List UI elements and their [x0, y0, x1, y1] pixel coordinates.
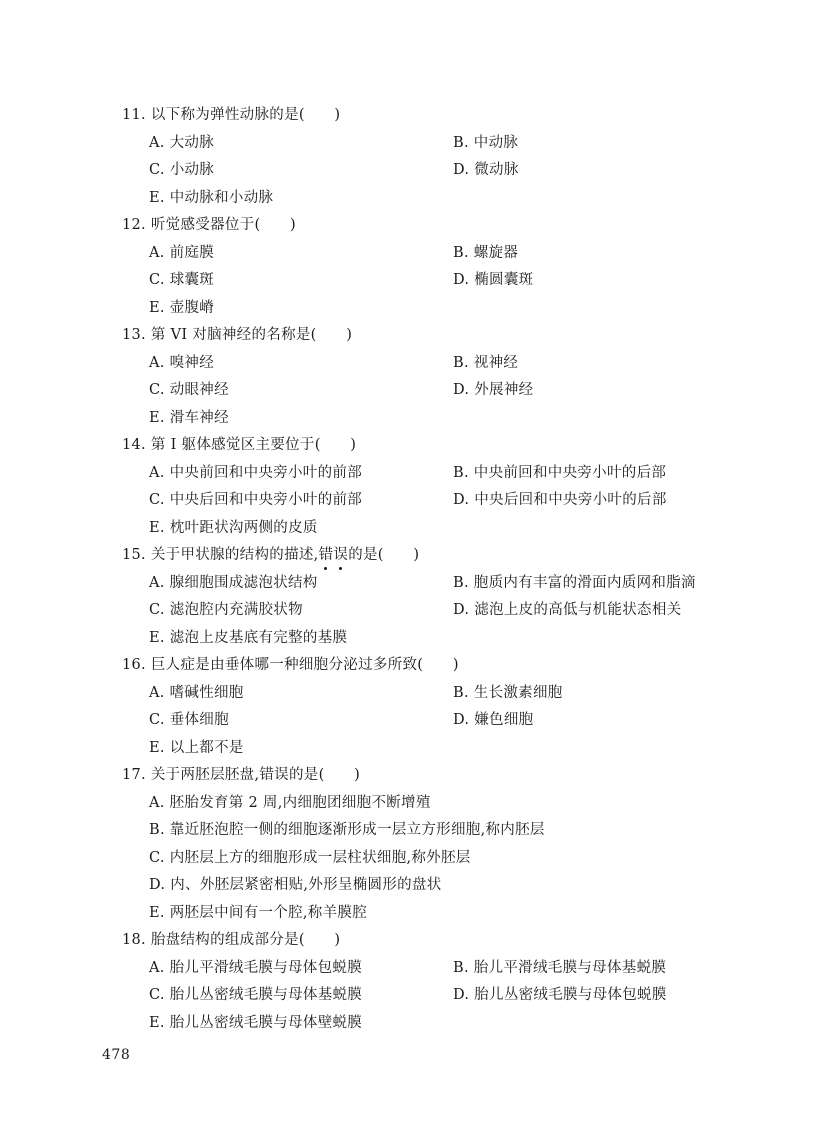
option-b: B. 中央前回和中央旁小叶的后部: [453, 465, 667, 481]
option-a: A. 腺细胞围成滤泡状结构: [149, 575, 318, 591]
option-d: D. 外展神经: [453, 382, 534, 398]
option-a: A. 嗅神经: [149, 355, 214, 371]
option-c: C. 胎儿丛密绒毛膜与母体基蜕膜: [149, 987, 363, 1003]
option-d: D. 胎儿丛密绒毛膜与母体包蜕膜: [453, 987, 667, 1003]
option-d: D. 内、外胚层紧密相贴,外形呈椭圆形的盘状: [149, 877, 442, 893]
option-e: E. 滑车神经: [149, 410, 229, 426]
emphasis-dot-char: 误: [333, 547, 349, 563]
option-a: A. 前庭膜: [149, 245, 214, 261]
option-b: B. 视神经: [453, 355, 519, 371]
option-d: D. 椭圆囊斑: [453, 272, 534, 288]
option-d: D. 嫌色细胞: [453, 712, 534, 728]
option-b: B. 胎儿平滑绒毛膜与母体基蜕膜: [453, 960, 667, 976]
page-number: 478: [102, 1047, 131, 1063]
option-b: B. 靠近胚泡腔一侧的细胞逐渐形成一层立方形细胞,称内胚层: [149, 822, 545, 838]
option-a: A. 胚胎发育第 2 周,内细胞团细胞不断增殖: [149, 795, 431, 811]
emphasis-dot-char: 错: [318, 547, 334, 563]
option-c: C. 动眼神经: [149, 382, 229, 398]
question-stem: 11. 以下称为弹性动脉的是( ): [122, 107, 341, 123]
option-b: B. 中动脉: [453, 135, 519, 151]
option-b: B. 胞质内有丰富的滑面内质网和脂滴: [453, 575, 696, 591]
option-e: E. 中动脉和小动脉: [149, 190, 274, 206]
question-stem-suffix: 的是( ): [348, 547, 420, 563]
option-a: A. 大动脉: [149, 135, 214, 151]
option-c: C. 小动脉: [149, 162, 215, 178]
question-stem: [122, 545, 419, 565]
option-b: B. 生长激素细胞: [453, 685, 563, 701]
option-e: E. 滤泡上皮基底有完整的基膜: [149, 630, 348, 646]
option-c: C. 球囊斑: [149, 272, 215, 288]
option-d: D. 中央后回和中央旁小叶的后部: [453, 492, 667, 508]
option-a: A. 胎儿平滑绒毛膜与母体包蜕膜: [149, 960, 362, 976]
option-d: D. 微动脉: [453, 162, 519, 178]
option-c: C. 内胚层上方的细胞形成一层柱状细胞,称外胚层: [149, 850, 471, 866]
option-a: A. 中央前回和中央旁小叶的前部: [149, 465, 362, 481]
option-e: E. 以上都不是: [149, 740, 244, 756]
option-e: E. 胎儿丛密绒毛膜与母体壁蜕膜: [149, 1015, 363, 1031]
option-e: E. 壶腹嵴: [149, 300, 215, 316]
question-stem: 16. 巨人症是由垂体哪一种细胞分泌过多所致( ): [122, 657, 459, 673]
option-d: D. 滤泡上皮的高低与机能状态相关: [453, 602, 682, 618]
question-stem: 12. 听觉感受器位于( ): [122, 217, 296, 233]
option-c: C. 垂体细胞: [149, 712, 229, 728]
option-a: A. 嗜碱性细胞: [149, 685, 244, 701]
question-stem: 17. 关于两胚层胚盘,错误的是( ): [122, 767, 361, 783]
question-stem: 13. 第 VI 对脑神经的名称是( ): [122, 327, 353, 343]
option-c: C. 中央后回和中央旁小叶的前部: [149, 492, 363, 508]
question-stem: 14. 第 I 躯体感觉区主要位于( ): [122, 437, 357, 453]
option-c: C. 滤泡腔内充满胶状物: [149, 602, 303, 618]
option-b: B. 螺旋器: [453, 245, 519, 261]
question-stem: 18. 胎盘结构的组成部分是( ): [122, 932, 341, 948]
question-stem-prefix: 15. 关于甲状腺的结构的描述,: [122, 547, 319, 563]
option-e: E. 枕叶距状沟两侧的皮质: [149, 520, 318, 536]
option-e: E. 两胚层中间有一个腔,称羊膜腔: [149, 905, 368, 921]
